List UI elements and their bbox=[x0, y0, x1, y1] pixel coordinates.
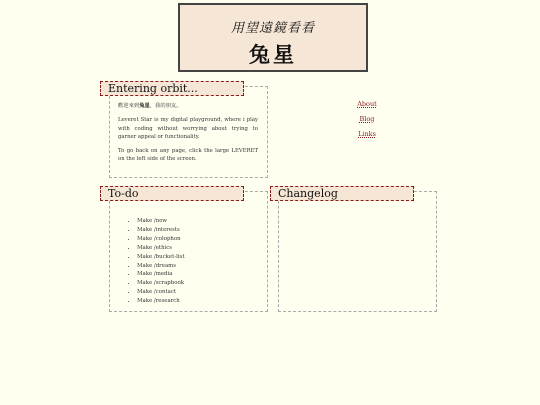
todo-list bbox=[130, 217, 185, 306]
site-nav bbox=[350, 97, 384, 142]
todo-panel-title: To-do bbox=[100, 186, 244, 201]
orbit-panel-body bbox=[118, 102, 258, 168]
todo-item: • Make /interests bbox=[137, 226, 185, 235]
orbit-panel-title: Entering orbit... bbox=[100, 81, 244, 96]
todo-item: • Make /contact bbox=[137, 288, 185, 297]
nav-link-blog[interactable]: Blog bbox=[359, 115, 375, 123]
nav-link-links[interactable]: Links bbox=[358, 130, 376, 138]
todo-item: • Make /bucket-list bbox=[137, 253, 185, 262]
todo-item: • Make /dreams bbox=[137, 262, 185, 271]
site-title[interactable]: 兔星 bbox=[249, 42, 297, 67]
todo-item: • Make /colophon bbox=[137, 235, 185, 244]
site-subtitle: 用望遠鏡看看 bbox=[230, 21, 315, 36]
todo-item: • Make /scrapbook bbox=[137, 279, 185, 288]
todo-item: • Make /media bbox=[137, 270, 185, 279]
changelog-panel bbox=[278, 191, 437, 312]
todo-item: • Make /research bbox=[137, 297, 185, 306]
navigation-hint-paragraph: To go back on any page, click the large LEVERET on the left side of the screen. bbox=[118, 147, 258, 163]
todo-item: • Make /ethics bbox=[137, 244, 185, 253]
greeting-text: 歡迎來到兔星，我的朋友。 bbox=[118, 103, 182, 109]
intro-paragraph: Leveret Star is my digital playground, where i play with coding without worrying about trying to garner appeal or functionality. bbox=[118, 117, 258, 141]
todo-item: • Make /now bbox=[137, 217, 185, 226]
site-header bbox=[178, 3, 368, 72]
nav-link-about[interactable]: About bbox=[357, 100, 377, 108]
changelog-panel-title: Changelog bbox=[270, 186, 414, 201]
